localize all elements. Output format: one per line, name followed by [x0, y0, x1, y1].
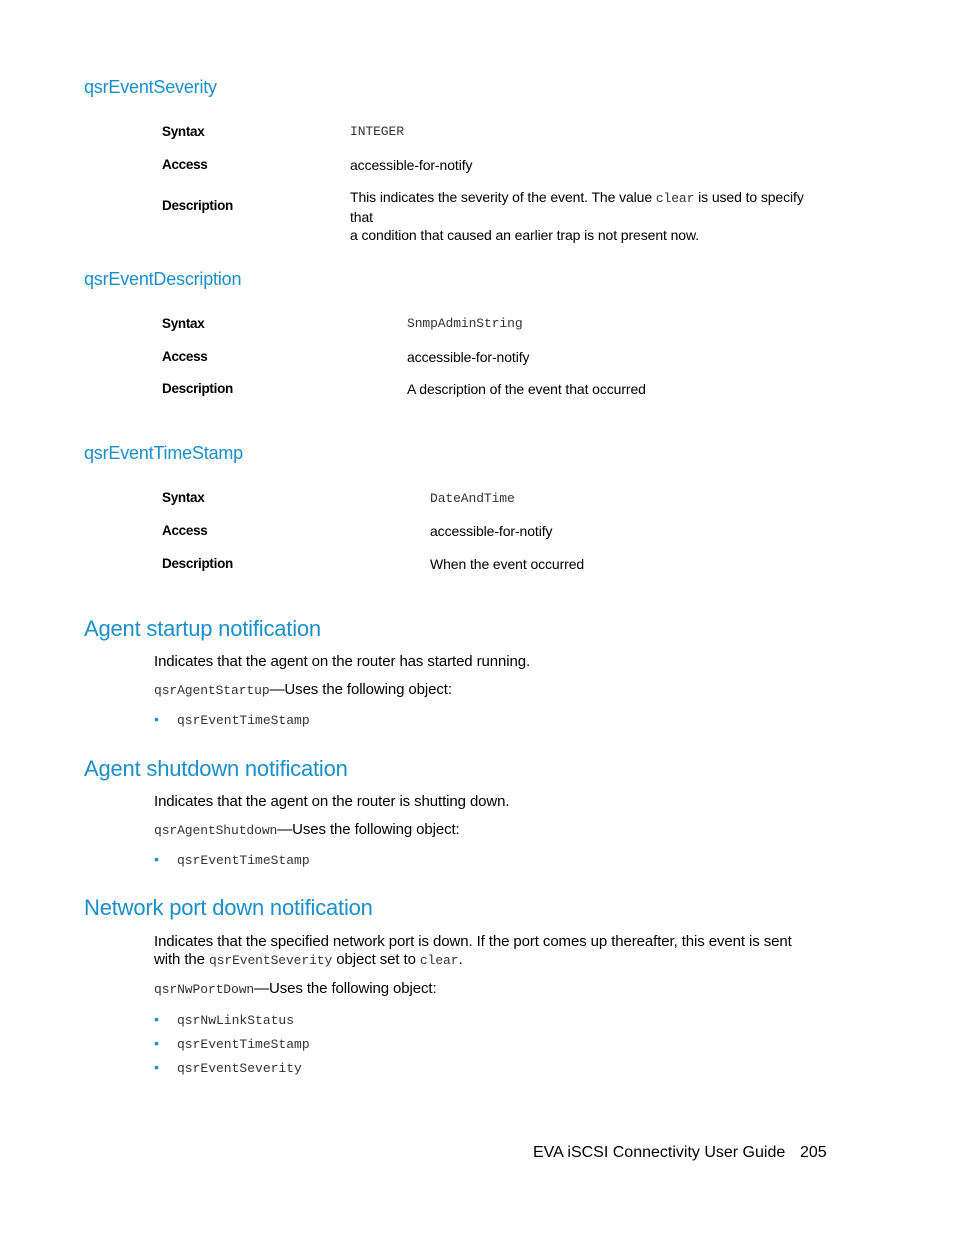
description-value [350, 188, 830, 244]
paragraph-shutdown-intro: Indicates that the agent on the router is shutting down. [154, 793, 510, 810]
list-item [154, 1035, 310, 1052]
list-item-text: qsrEventTimeStamp [177, 713, 310, 728]
object-text: —Uses the following object: [269, 681, 452, 698]
access-value: accessible-for-notify [407, 349, 530, 365]
description-label: Description [162, 198, 233, 213]
syntax-label: Syntax [162, 316, 205, 331]
syntax-label: Syntax [162, 490, 205, 505]
list-item [154, 1059, 302, 1076]
intro-line1: Indicates that the specified network port is down. If the port comes up thereafter, this event is sent [154, 933, 792, 950]
syntax-value: SnmpAdminString [407, 316, 523, 331]
list-item-text: qsrEventTimeStamp [177, 853, 310, 868]
description-text-b: is used to specify that [350, 189, 804, 225]
bullet-icon: • [154, 1011, 159, 1027]
paragraph-shutdown-object [154, 821, 834, 840]
footer-guide-title: EVA iSCSI Connectivity User Guide [533, 1144, 786, 1161]
heading-network-port-down: Network port down notification [84, 895, 373, 920]
bullet-icon: • [154, 1035, 159, 1051]
intro-code-severity: qsrEventSeverity [208, 953, 333, 968]
access-value: accessible-for-notify [430, 523, 553, 539]
intro-line2-b: object set to [332, 951, 420, 968]
paragraph-startup-object [154, 681, 834, 700]
description-label: Description [162, 381, 233, 396]
object-text: —Uses the following object: [254, 980, 437, 997]
list-item-text: qsrEventSeverity [177, 1061, 302, 1076]
access-label: Access [162, 523, 208, 538]
syntax-label: Syntax [162, 124, 205, 139]
intro-code-clear: clear [419, 953, 459, 968]
description-value: A description of the event that occurred [407, 381, 646, 397]
access-label: Access [162, 157, 208, 172]
paragraph-portdown-intro [154, 933, 834, 970]
paragraph-startup-intro: Indicates that the agent on the router has started running. [154, 653, 531, 670]
heading-qsreventtimestamp: qsrEventTimeStamp [84, 443, 243, 463]
object-code: qsrAgentStartup [154, 683, 270, 698]
intro-line2-a: with the [154, 951, 209, 968]
heading-agent-shutdown: Agent shutdown notification [84, 756, 348, 781]
list-item-text: qsrNwLinkStatus [177, 1013, 295, 1028]
syntax-value: DateAndTime [430, 491, 515, 506]
description-text-c: a condition that caused an earlier trap is not present now. [350, 227, 699, 243]
object-code: qsrAgentShutdown [154, 823, 278, 838]
list-item [154, 711, 310, 728]
bullet-icon: • [154, 1059, 159, 1075]
description-value: When the event occurred [430, 556, 585, 572]
list-item-text: qsrEventTimeStamp [177, 1037, 310, 1052]
list-item [154, 1011, 294, 1028]
description-text-a: This indicates the severity of the event. The value [350, 189, 656, 205]
object-code: qsrNwPortDown [154, 982, 255, 997]
paragraph-portdown-object [154, 980, 834, 999]
footer-page-number: 205 [800, 1144, 827, 1161]
object-text: —Uses the following object: [277, 821, 460, 838]
access-label: Access [162, 349, 208, 364]
list-item [154, 851, 310, 868]
heading-qsreventdescription: qsrEventDescription [84, 269, 242, 289]
heading-qsreventseverity: qsrEventSeverity [84, 77, 217, 97]
description-code: clear [655, 191, 695, 206]
access-value: accessible-for-notify [350, 157, 473, 173]
description-label: Description [162, 556, 233, 571]
bullet-icon: • [154, 851, 159, 867]
intro-line2-c: . [458, 951, 463, 968]
syntax-value: INTEGER [350, 124, 404, 139]
bullet-icon: • [154, 711, 159, 727]
heading-agent-startup: Agent startup notification [84, 616, 321, 641]
